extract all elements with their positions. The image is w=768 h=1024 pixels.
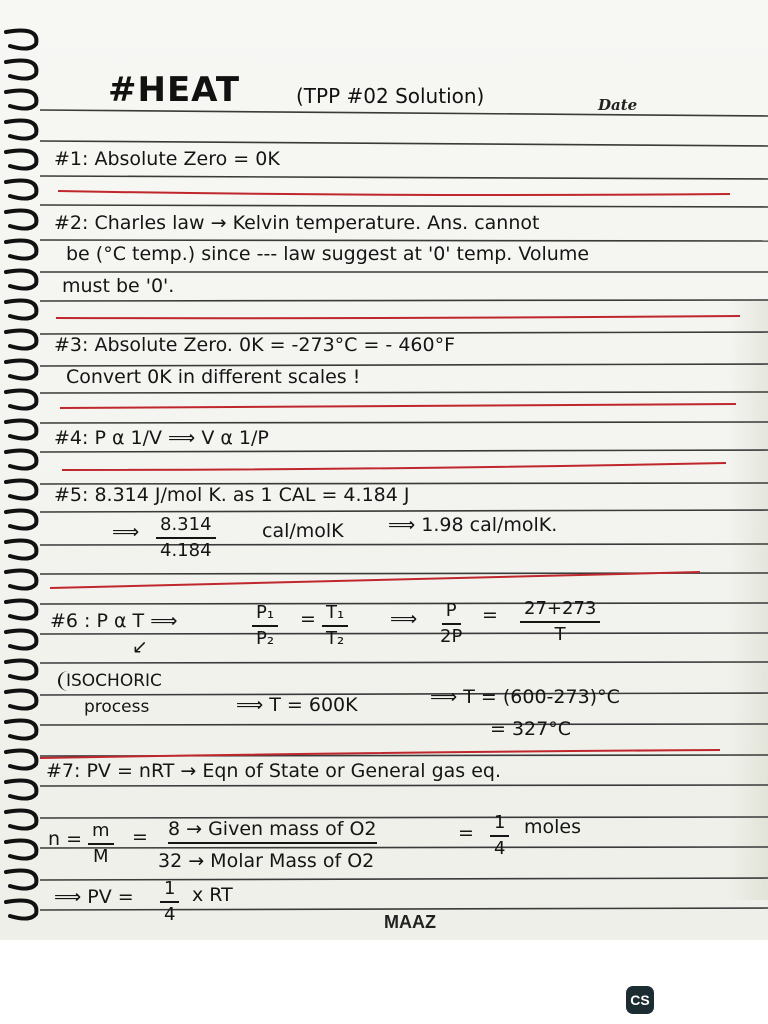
q2-line2: be (°C temp.) since --- law suggest at '0' temp. Volume <box>66 243 590 265</box>
q5-arrow: ⟹ <box>112 521 140 543</box>
q6-f1-denominator: P₂ <box>256 628 275 649</box>
q6-equals-1: = <box>300 608 316 630</box>
q5-line1: #5: 8.314 J/mol K. as 1 CAL = 4.184 J <box>54 484 410 506</box>
author-name: MAAZ <box>384 912 436 932</box>
q6-equals-2: = <box>482 604 498 626</box>
q6-isochoric-line1: ISOCHORIC <box>58 671 162 691</box>
q5-result: ⟹ 1.98 cal/molK. <box>388 514 558 536</box>
page-title: #HEAT <box>108 70 241 110</box>
q6-arrow-2: ⟹ <box>390 608 418 630</box>
q7-fraction-mass <box>88 820 114 868</box>
q7-fraction-pv <box>160 878 179 926</box>
q7-molar-mass: 32 → Molar Mass of O2 <box>158 850 375 872</box>
q7-line1: #7: PV = nRT → Eqn of State or General gas eq. <box>46 760 502 782</box>
q6-isochoric-line2: process <box>84 697 150 717</box>
q7-pv-label: ⟹ PV = <box>54 886 134 908</box>
page-subtitle: (TPP #02 Solution) <box>296 84 485 108</box>
q7-f2-denominator: 4 <box>494 838 506 859</box>
q7-fraction-quarter <box>490 812 509 860</box>
q6-f3-numerator: P <box>442 600 461 625</box>
q7-f1-denominator: M <box>93 846 109 867</box>
q6-f4-denominator: T <box>554 624 566 645</box>
q6-f1-numerator: P₁ <box>252 602 278 627</box>
q7-f3-denominator: 4 <box>164 904 176 925</box>
q7-equals-1: = <box>132 826 148 848</box>
q6-f2-denominator: T₂ <box>326 628 345 649</box>
q6-down-arrow: ↙ <box>132 636 148 658</box>
q7-n-label: n = <box>48 828 83 850</box>
date-label: Date <box>598 96 638 114</box>
q6-fraction-p <box>252 602 278 650</box>
q6-temperature-celsius: ⟹ T = (600-273)°C <box>430 686 620 708</box>
q6-fraction-2p <box>440 600 462 648</box>
q6-f4-numerator: 27+273 <box>520 598 600 623</box>
q6-label: #6 : P α T ⟹ <box>50 610 178 632</box>
q7-f1-numerator: m <box>88 820 114 845</box>
q6-temperature-final: = 327°C <box>490 718 571 740</box>
q7-f2-numerator: 1 <box>490 812 509 837</box>
q6-temperature-result: ⟹ T = 600K <box>236 694 358 716</box>
q7-given-mass: 8 → Given mass of O2 <box>168 818 377 844</box>
q6-fraction-temp <box>520 598 600 646</box>
q6-fraction-t <box>322 602 348 650</box>
q6-f2-numerator: T₁ <box>322 602 348 627</box>
q5-fraction <box>156 514 216 562</box>
q5-fraction-numerator: 8.314 <box>156 514 216 539</box>
q2-line3: must be '0'. <box>62 275 175 297</box>
q5-unit: cal/molK <box>262 520 344 542</box>
camscanner-logo: CS <box>626 986 654 1014</box>
spiral-binding <box>0 0 50 940</box>
q7-f3-numerator: 1 <box>160 878 179 903</box>
q3-line2: Convert 0K in different scales ! <box>66 366 361 388</box>
q2-line1: #2: Charles law → Kelvin temperature. Ans. cannot <box>54 212 540 234</box>
q7-equals-2: = <box>458 822 474 844</box>
q1-text: #1: Absolute Zero = 0K <box>54 148 280 170</box>
q7-xrt: x RT <box>192 884 233 906</box>
q7-moles: moles <box>524 816 581 838</box>
q3-line1: #3: Absolute Zero. 0K = -273°C = - 460°F <box>54 334 456 356</box>
q6-f3-denominator: 2P <box>440 626 463 647</box>
q5-fraction-denominator: 4.184 <box>160 540 212 561</box>
q4-text: #4: P α 1/V ⟹ V α 1/P <box>54 427 269 449</box>
